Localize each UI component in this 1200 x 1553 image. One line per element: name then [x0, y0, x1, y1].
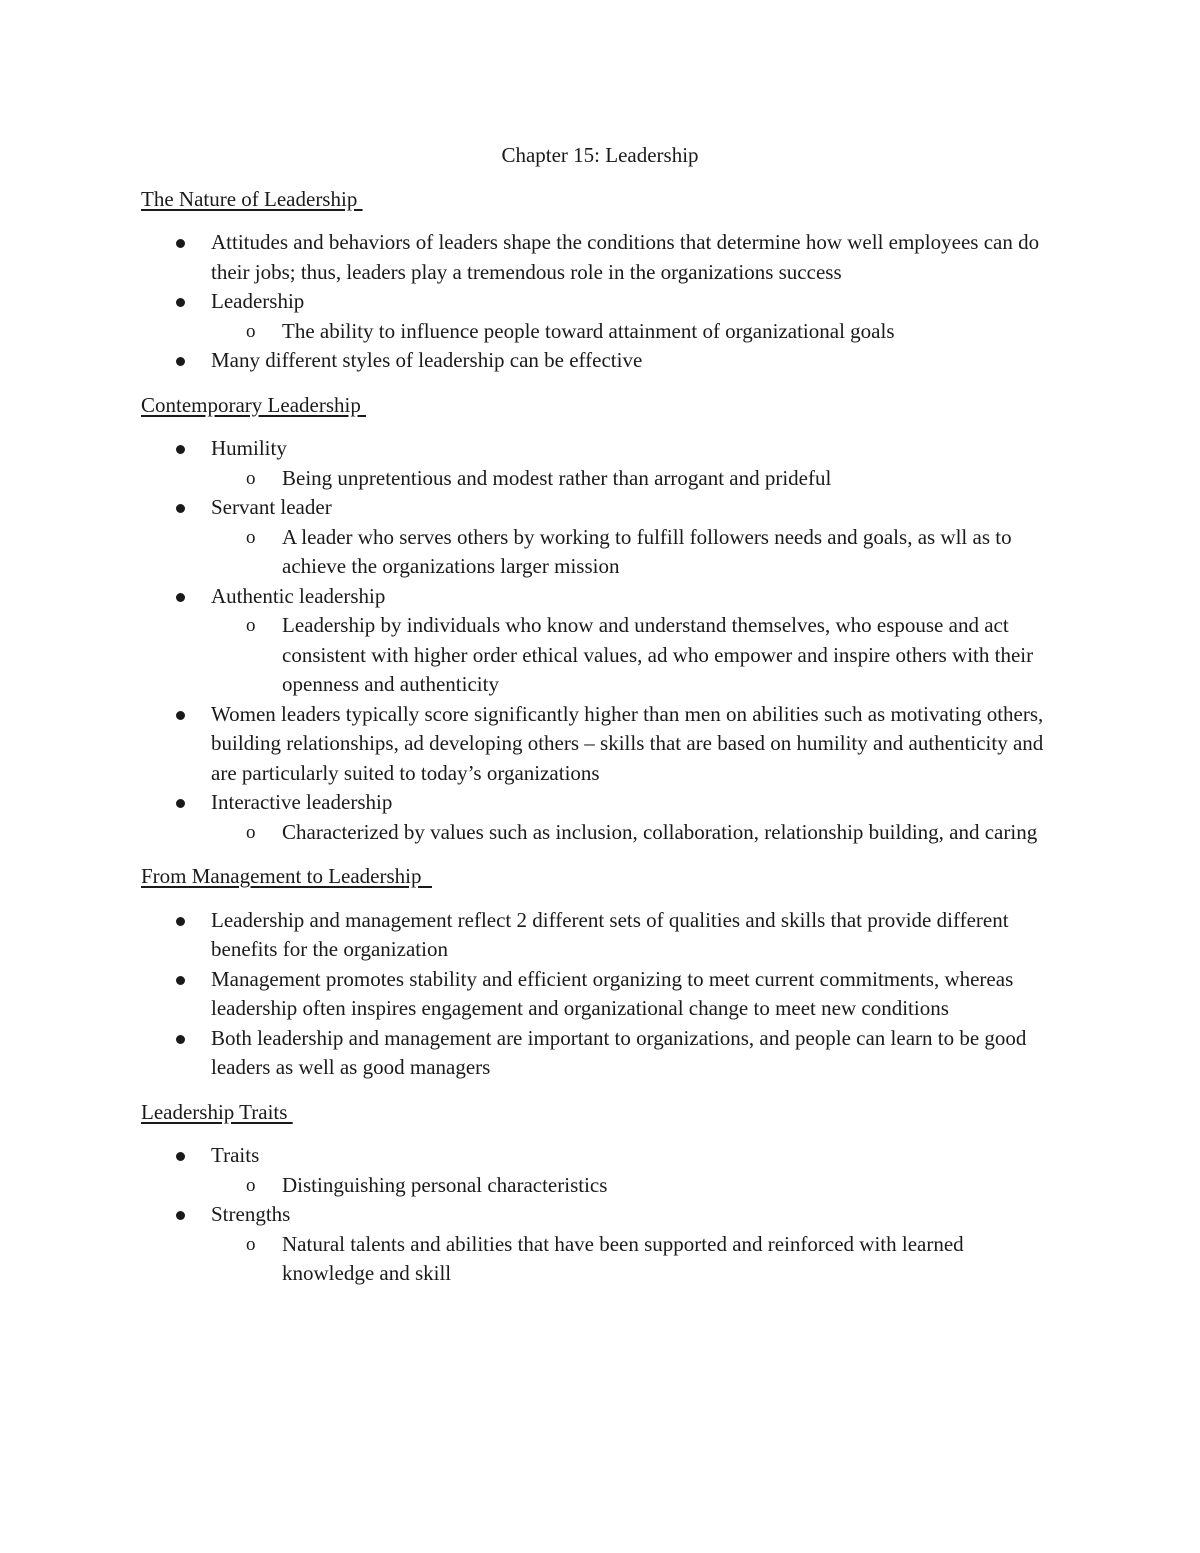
sub-bullet-list	[211, 523, 1059, 582]
bullet-text: Interactive leadership	[211, 790, 393, 814]
sub-bullet-text: Distinguishing personal characteristics	[282, 1172, 608, 1197]
bullet-text: Servant leader	[211, 495, 332, 519]
sub-bullet-text: The ability to influence people toward attainment of organizational goals	[282, 318, 895, 343]
document-page	[141, 141, 1059, 1304]
bullet-dot-icon	[176, 711, 185, 720]
sub-bullet-list	[211, 317, 1059, 347]
bullet-dot-icon	[176, 593, 185, 602]
bullet-text: Humility	[211, 436, 287, 460]
bullet-item	[141, 1200, 1059, 1289]
bullet-item	[141, 906, 1059, 965]
sub-bullet-text: A leader who serves others by working to fulfill followers needs and goals, as wll as to achieve the organizations larger mission	[282, 524, 1012, 578]
hollow-circle-marker-icon: o	[246, 526, 256, 548]
sections-container	[141, 185, 1059, 1289]
bullet-dot-icon	[176, 976, 185, 985]
sub-bullet-text: Leadership by individuals who know and understand themselves, who espouse and act consistent with higher order ethical values, ad who empower and inspire others with their openness and authenticity	[282, 613, 1034, 696]
section-heading: Leadership Traits	[141, 1099, 293, 1124]
bullet-list	[141, 906, 1059, 1083]
bullet-dot-icon	[176, 239, 185, 248]
page-title: Chapter 15: Leadership	[501, 143, 699, 167]
bullet-dot-icon	[176, 298, 185, 307]
sub-bullet-item	[211, 1171, 1059, 1201]
bullet-dot-icon	[176, 445, 185, 454]
sub-bullet-item	[211, 523, 1059, 582]
sub-bullet-list	[211, 818, 1059, 848]
bullet-dot-icon	[176, 357, 185, 366]
section	[141, 185, 1059, 376]
bullet-text: Both leadership and management are important to organizations, and people can learn to be good leaders as well as good managers	[211, 1025, 1027, 1079]
hollow-circle-marker-icon: o	[246, 467, 256, 489]
bullet-item	[141, 346, 1059, 376]
sub-bullet-text: Characterized by values such as inclusion, collaboration, relationship building, and caring	[282, 819, 1038, 844]
bullet-list	[141, 434, 1059, 847]
sub-bullet-list	[211, 1230, 1059, 1289]
sub-bullet-text: Being unpretentious and modest rather than arrogant and prideful	[282, 465, 832, 490]
section-heading: The Nature of Leadership	[141, 186, 363, 211]
section	[141, 1098, 1059, 1289]
bullet-text: Many different styles of leadership can be effective	[211, 348, 643, 372]
section-heading: Contemporary Leadership	[141, 392, 367, 417]
bullet-dot-icon	[176, 917, 185, 926]
bullet-text: Attitudes and behaviors of leaders shape the conditions that determine how well employees can do their jobs; thus, leaders play a tremendous role in the organizations success	[211, 230, 1040, 284]
bullet-item	[141, 700, 1059, 789]
bullet-dot-icon	[176, 504, 185, 513]
hollow-circle-marker-icon: o	[246, 320, 256, 342]
sub-bullet-item	[211, 818, 1059, 848]
bullet-text: Strengths	[211, 1202, 291, 1226]
sub-bullet-list	[211, 464, 1059, 494]
bullet-list	[141, 228, 1059, 376]
section	[141, 391, 1059, 848]
sub-bullet-item	[211, 611, 1059, 700]
hollow-circle-marker-icon: o	[246, 821, 256, 843]
bullet-dot-icon	[176, 799, 185, 808]
bullet-text: Traits	[211, 1143, 260, 1167]
bullet-dot-icon	[176, 1211, 185, 1220]
sub-bullet-list	[211, 1171, 1059, 1201]
bullet-item	[141, 965, 1059, 1024]
sub-bullet-item	[211, 1230, 1059, 1289]
bullet-text: Leadership	[211, 289, 305, 313]
bullet-text: Authentic leadership	[211, 583, 386, 608]
sub-bullet-list	[211, 611, 1059, 700]
bullet-item	[141, 434, 1059, 493]
hollow-circle-marker-icon: o	[246, 1174, 256, 1196]
bullet-item	[141, 228, 1059, 287]
section	[141, 862, 1059, 1083]
bullet-item	[141, 1024, 1059, 1083]
bullet-item	[141, 287, 1059, 346]
sub-bullet-item	[211, 317, 1059, 347]
bullet-text: Management promotes stability and efficient organizing to meet current commitments, whereas leadership often inspires engagement and organizational change to meet new conditions	[211, 966, 1014, 1020]
bullet-dot-icon	[176, 1035, 185, 1044]
bullet-item	[141, 493, 1059, 582]
section-heading: From Management to Leadership	[141, 864, 433, 888]
bullet-dot-icon	[176, 1152, 185, 1161]
hollow-circle-marker-icon: o	[246, 615, 256, 636]
bullet-item	[141, 788, 1059, 847]
hollow-circle-marker-icon: o	[246, 1233, 256, 1255]
sub-bullet-item	[211, 464, 1059, 494]
sub-bullet-text: Natural talents and abilities that have been supported and reinforced with learned knowledge and skill	[282, 1231, 964, 1285]
bullet-text: Women leaders typically score significantly higher than men on abilities such as motivating others, building relationships, ad developing others – skills that are based on humility and authenticity and are particularly suited to today’s organizations	[211, 701, 1044, 785]
bullet-item	[141, 582, 1059, 700]
bullet-list	[141, 1141, 1059, 1289]
bullet-text: Leadership and management reflect 2 different sets of qualities and skills that provide different benefits for the organization	[211, 907, 1009, 961]
bullet-item	[141, 1141, 1059, 1200]
